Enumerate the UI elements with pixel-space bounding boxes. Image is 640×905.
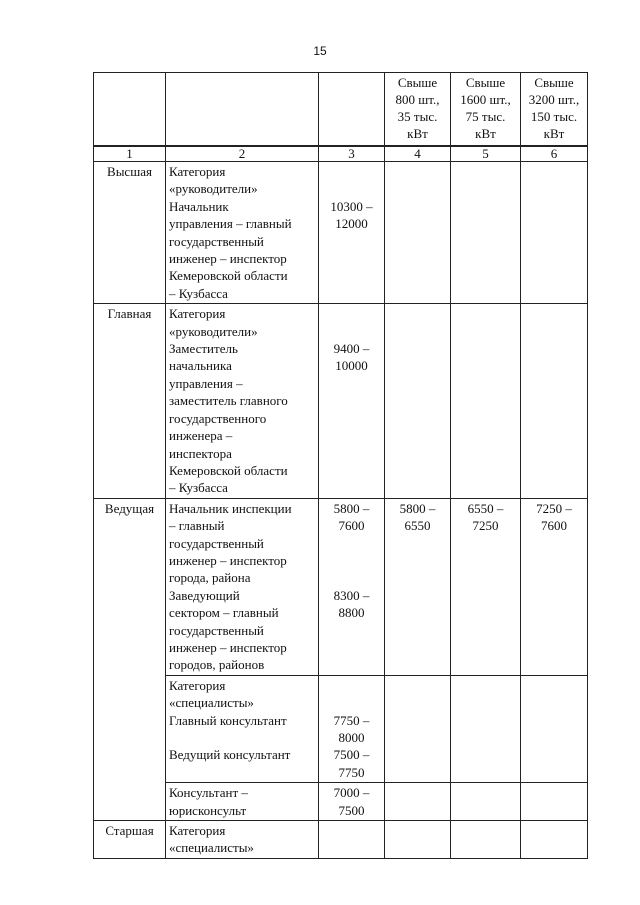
empty-cell <box>385 162 451 304</box>
column-number: 1 <box>94 146 166 162</box>
empty-cell <box>451 304 521 498</box>
column-number: 5 <box>451 146 521 162</box>
position-cell: Категория «руководители» Начальник управления – главный государственный инженер – инспектор Кемеровской области – Кузбасса <box>166 162 319 304</box>
empty-cell <box>385 783 451 821</box>
table-row <box>94 162 588 304</box>
empty-cell <box>385 821 451 859</box>
empty-cell <box>385 304 451 498</box>
header-row <box>94 73 588 147</box>
group-cell: Старшая <box>94 821 166 859</box>
salary-cell: 7750 – 8000 7500 – 7750 <box>319 675 385 782</box>
header-cell-3 <box>319 73 385 147</box>
salary-cell: 5800 – 7600 8300 – 8800 <box>319 498 385 675</box>
header-cell-5: Свыше 1600 шт., 75 тыс. кВт <box>451 73 521 147</box>
empty-cell <box>521 783 588 821</box>
empty-cell <box>521 304 588 498</box>
empty-cell <box>451 162 521 304</box>
empty-cell <box>451 821 521 859</box>
empty-cell <box>451 675 521 782</box>
empty-cell <box>521 821 588 859</box>
salary-cell: 7000 – 7500 <box>319 783 385 821</box>
empty-cell <box>451 783 521 821</box>
empty-cell <box>521 162 588 304</box>
column-number: 4 <box>385 146 451 162</box>
salary-cell: 9400 – 10000 <box>319 304 385 498</box>
column-number-row <box>94 146 588 162</box>
header-cell-4: Свыше 800 шт., 35 тыс. кВт <box>385 73 451 147</box>
salary-cell: 6550 – 7250 <box>451 498 521 675</box>
table-row <box>94 304 588 498</box>
group-cell: Ведущая <box>94 498 166 820</box>
header-cell-2 <box>166 73 319 147</box>
salary-cell: 7250 – 7600 <box>521 498 588 675</box>
salary-cell: 10300 – 12000 <box>319 162 385 304</box>
column-number: 6 <box>521 146 588 162</box>
empty-cell <box>319 821 385 859</box>
empty-cell <box>521 675 588 782</box>
table-row <box>94 783 588 821</box>
table-row <box>94 498 588 675</box>
column-number: 3 <box>319 146 385 162</box>
salary-cell: 5800 – 6550 <box>385 498 451 675</box>
empty-cell <box>385 675 451 782</box>
salary-table <box>93 72 588 859</box>
table-row <box>94 821 588 859</box>
header-cell-1 <box>94 73 166 147</box>
position-cell: Начальник инспекции – главный государственный инженер – инспектор города, района Заведующий сектором – главный государственный инженер – инспектор городов, районов <box>166 498 319 675</box>
header-cell-6: Свыше 3200 шт., 150 тыс. кВт <box>521 73 588 147</box>
group-cell: Высшая <box>94 162 166 304</box>
column-number: 2 <box>166 146 319 162</box>
position-cell: Категория «специалисты» <box>166 821 319 859</box>
position-cell: Категория «руководители» Заместитель начальника управления – заместитель главного государственного инженера – инспектора Кемеровской области – Кузбасса <box>166 304 319 498</box>
position-cell: Категория «специалисты» Главный консультант Ведущий консультант <box>166 675 319 782</box>
table-row <box>94 675 588 782</box>
page-number: 15 <box>313 44 327 58</box>
group-cell: Главная <box>94 304 166 498</box>
position-cell: Консультант – юрисконсульт <box>166 783 319 821</box>
